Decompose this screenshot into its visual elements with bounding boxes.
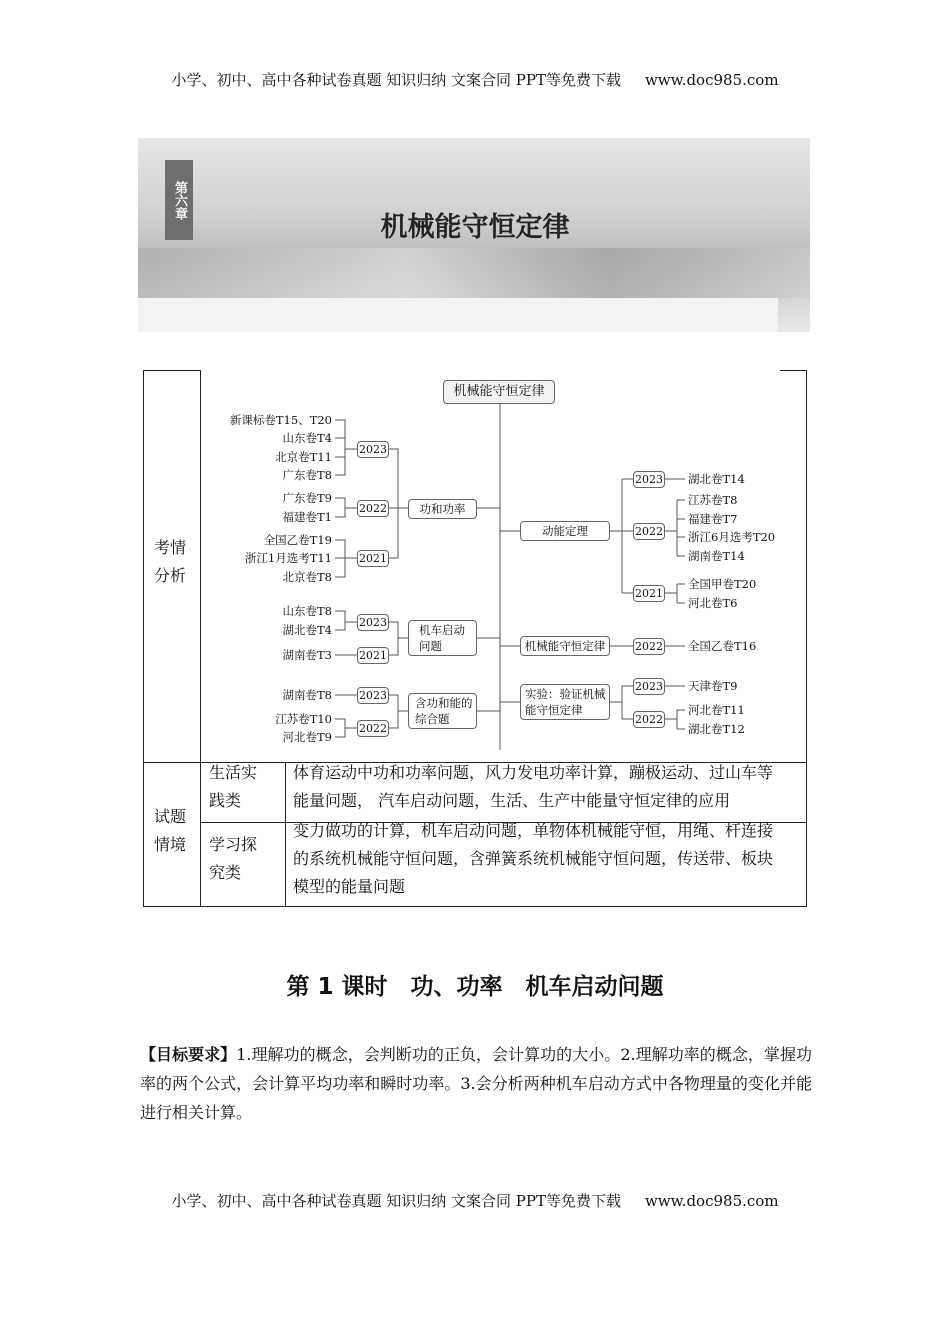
leaf-label: 浙江1月选考T11 <box>244 551 332 565</box>
year-node: 2022 <box>357 720 389 737</box>
leaf-label: 湖南卷T14 <box>688 549 745 563</box>
leaf-label: 江苏卷T10 <box>275 712 332 726</box>
leaf-label: 福建卷T1 <box>282 510 332 524</box>
leaf-label: 河北卷T6 <box>688 596 738 610</box>
leaf-label: 全国甲卷T20 <box>688 577 757 591</box>
page-footer <box>0 1190 950 1211</box>
year-node: 2021 <box>357 550 389 567</box>
leaf-label: 山东卷T4 <box>282 431 332 445</box>
sub-label-study-explore: 学习探 究类 <box>209 835 258 882</box>
topic-work-energy-combined: 含功和能的 综合题 <box>408 693 477 729</box>
topic-experiment: 实验：验证机械 能守恒定律 <box>520 684 610 720</box>
year-node: 2023 <box>633 471 665 488</box>
topic-work-power: 功和功率 <box>408 499 477 519</box>
leaf-label: 湖北卷T4 <box>282 623 332 637</box>
topic-vehicle-start: 机车启动 问题 <box>408 620 477 656</box>
leaf-label: 广东卷T9 <box>282 491 332 505</box>
sub-label-life-practice: 生活实 践类 <box>209 763 258 810</box>
leaf-label: 天津卷T9 <box>688 679 738 693</box>
goal-paragraph <box>140 1040 812 1127</box>
row-label-question-context: 试题 情境 <box>154 807 187 854</box>
lesson-title: 第 1 课时 功、功率 机车启动问题 <box>286 974 664 1000</box>
header-site-link[interactable]: www.doc985.com <box>644 71 779 89</box>
leaf-label: 新课标卷T15、T20 <box>229 413 332 427</box>
footer-text: 小学、初中、高中各种试卷真题 知识归纳 文案合同 PPT等免费下载 <box>171 1192 621 1210</box>
leaf-label: 北京卷T11 <box>275 450 332 464</box>
leaf-label: 湖南卷T8 <box>282 688 332 702</box>
study-explore-text: 变力做功的计算，机车启动问题，单物体机械能守恒，用绳、杆连接 的系统机械能守恒问题，含弹簧系统机械能守恒问题，传送带、板块 模型的能量问题 <box>293 821 774 896</box>
life-practice-text: 体育运动中功和功率问题，风力发电功率计算，蹦极运动、过山车等 能量问题， 汽车启动问题，生活、生产中能量守恒定律的应用 <box>293 763 774 810</box>
leaf-label: 河北卷T9 <box>282 730 332 744</box>
leaf-label: 全国乙卷T16 <box>688 639 757 653</box>
year-node: 2023 <box>633 678 665 695</box>
leaf-label: 湖北卷T14 <box>688 472 745 486</box>
goal-label: 【目标要求】 <box>140 1045 237 1064</box>
leaf-label: 河北卷T11 <box>688 703 745 717</box>
topic-kinetic-energy-theorem: 动能定理 <box>520 521 610 541</box>
goal-text: 1.理解功的概念，会判断功的正负，会计算功的大小。2.理解功率的概念，掌握功率的两个公式，会计算平均功率和瞬时功率。3.会分析两种机车启动方式中各物理量的变化并能进行相关计算。 <box>140 1045 812 1122</box>
leaf-label: 湖北卷T12 <box>688 722 745 736</box>
year-node: 2022 <box>633 638 665 655</box>
year-node: 2022 <box>633 523 665 540</box>
row-label-exam-analysis: 考情 分析 <box>154 538 187 585</box>
footer-site-link[interactable]: www.doc985.com <box>644 1192 779 1210</box>
year-node: 2023 <box>357 687 389 704</box>
leaf-label: 江苏卷T8 <box>688 493 738 507</box>
root-node: 机械能守恒定律 <box>443 380 555 404</box>
leaf-label: 山东卷T8 <box>282 604 332 618</box>
leaf-label: 湖南卷T3 <box>282 648 332 662</box>
chapter-tag: 第六章 <box>165 160 193 240</box>
header-text: 小学、初中、高中各种试卷真题 知识归纳 文案合同 PPT等免费下载 <box>171 71 621 89</box>
leaf-label: 广东卷T8 <box>282 468 332 482</box>
year-node: 2022 <box>357 500 389 517</box>
topic-mechanical-energy-conservation: 机械能守恒定律 <box>520 636 610 656</box>
year-node: 2022 <box>633 711 665 728</box>
leaf-label: 北京卷T8 <box>282 570 332 584</box>
year-node: 2023 <box>357 441 389 458</box>
year-node: 2023 <box>357 614 389 631</box>
leaf-label: 福建卷T7 <box>688 512 738 526</box>
year-node: 2021 <box>633 585 665 602</box>
leaf-label: 全国乙卷T19 <box>263 533 332 547</box>
year-node: 2021 <box>357 647 389 664</box>
leaf-label: 浙江6月选考T20 <box>688 530 776 544</box>
chapter-title: 机械能守恒定律 <box>380 212 570 243</box>
